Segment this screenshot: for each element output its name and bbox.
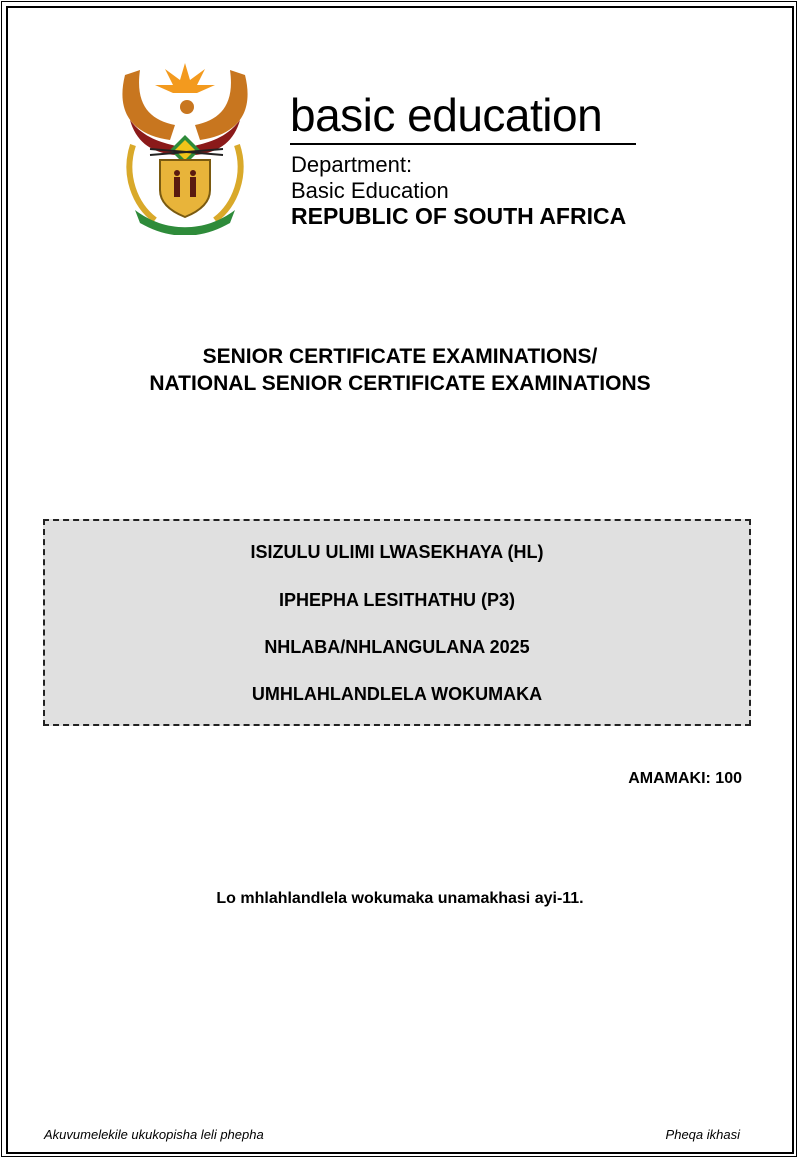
coat-of-arms-logo — [115, 55, 255, 235]
brand-name: basic education — [290, 89, 603, 141]
total-marks: AMAMAKI: 100 — [628, 770, 742, 787]
paper-info-box — [43, 519, 751, 726]
page-count-note: Lo mhlahlandlela wokumaka unamakhasi ayi-11. — [216, 890, 584, 907]
exam-session: NHLABA/NHLANGULANA 2025 — [264, 637, 530, 657]
subject: ISIZULU ULIMI LWASEKHAYA (HL) — [250, 542, 544, 562]
country-name: REPUBLIC OF SOUTH AFRICA — [291, 203, 627, 229]
department-name: Basic Education — [291, 178, 449, 203]
paper-number: IPHEPHA LESITHATHU (P3) — [278, 590, 515, 610]
department-label: Department: — [291, 152, 413, 177]
turn-page-note: Pheqa ikhasi — [665, 1127, 740, 1142]
brand-underline — [290, 143, 636, 145]
sun-icon — [155, 63, 215, 93]
copyright-notice: Akuvumelekile ukukopisha leli phepha — [44, 1127, 264, 1142]
exam-title-line2: NATIONAL SENIOR CERTIFICATE EXAMINATIONS — [149, 372, 651, 395]
document-type: UMHLAHLANDLELA WOKUMAKA — [251, 684, 543, 704]
exam-title-line1: SENIOR CERTIFICATE EXAMINATIONS/ — [202, 345, 598, 368]
